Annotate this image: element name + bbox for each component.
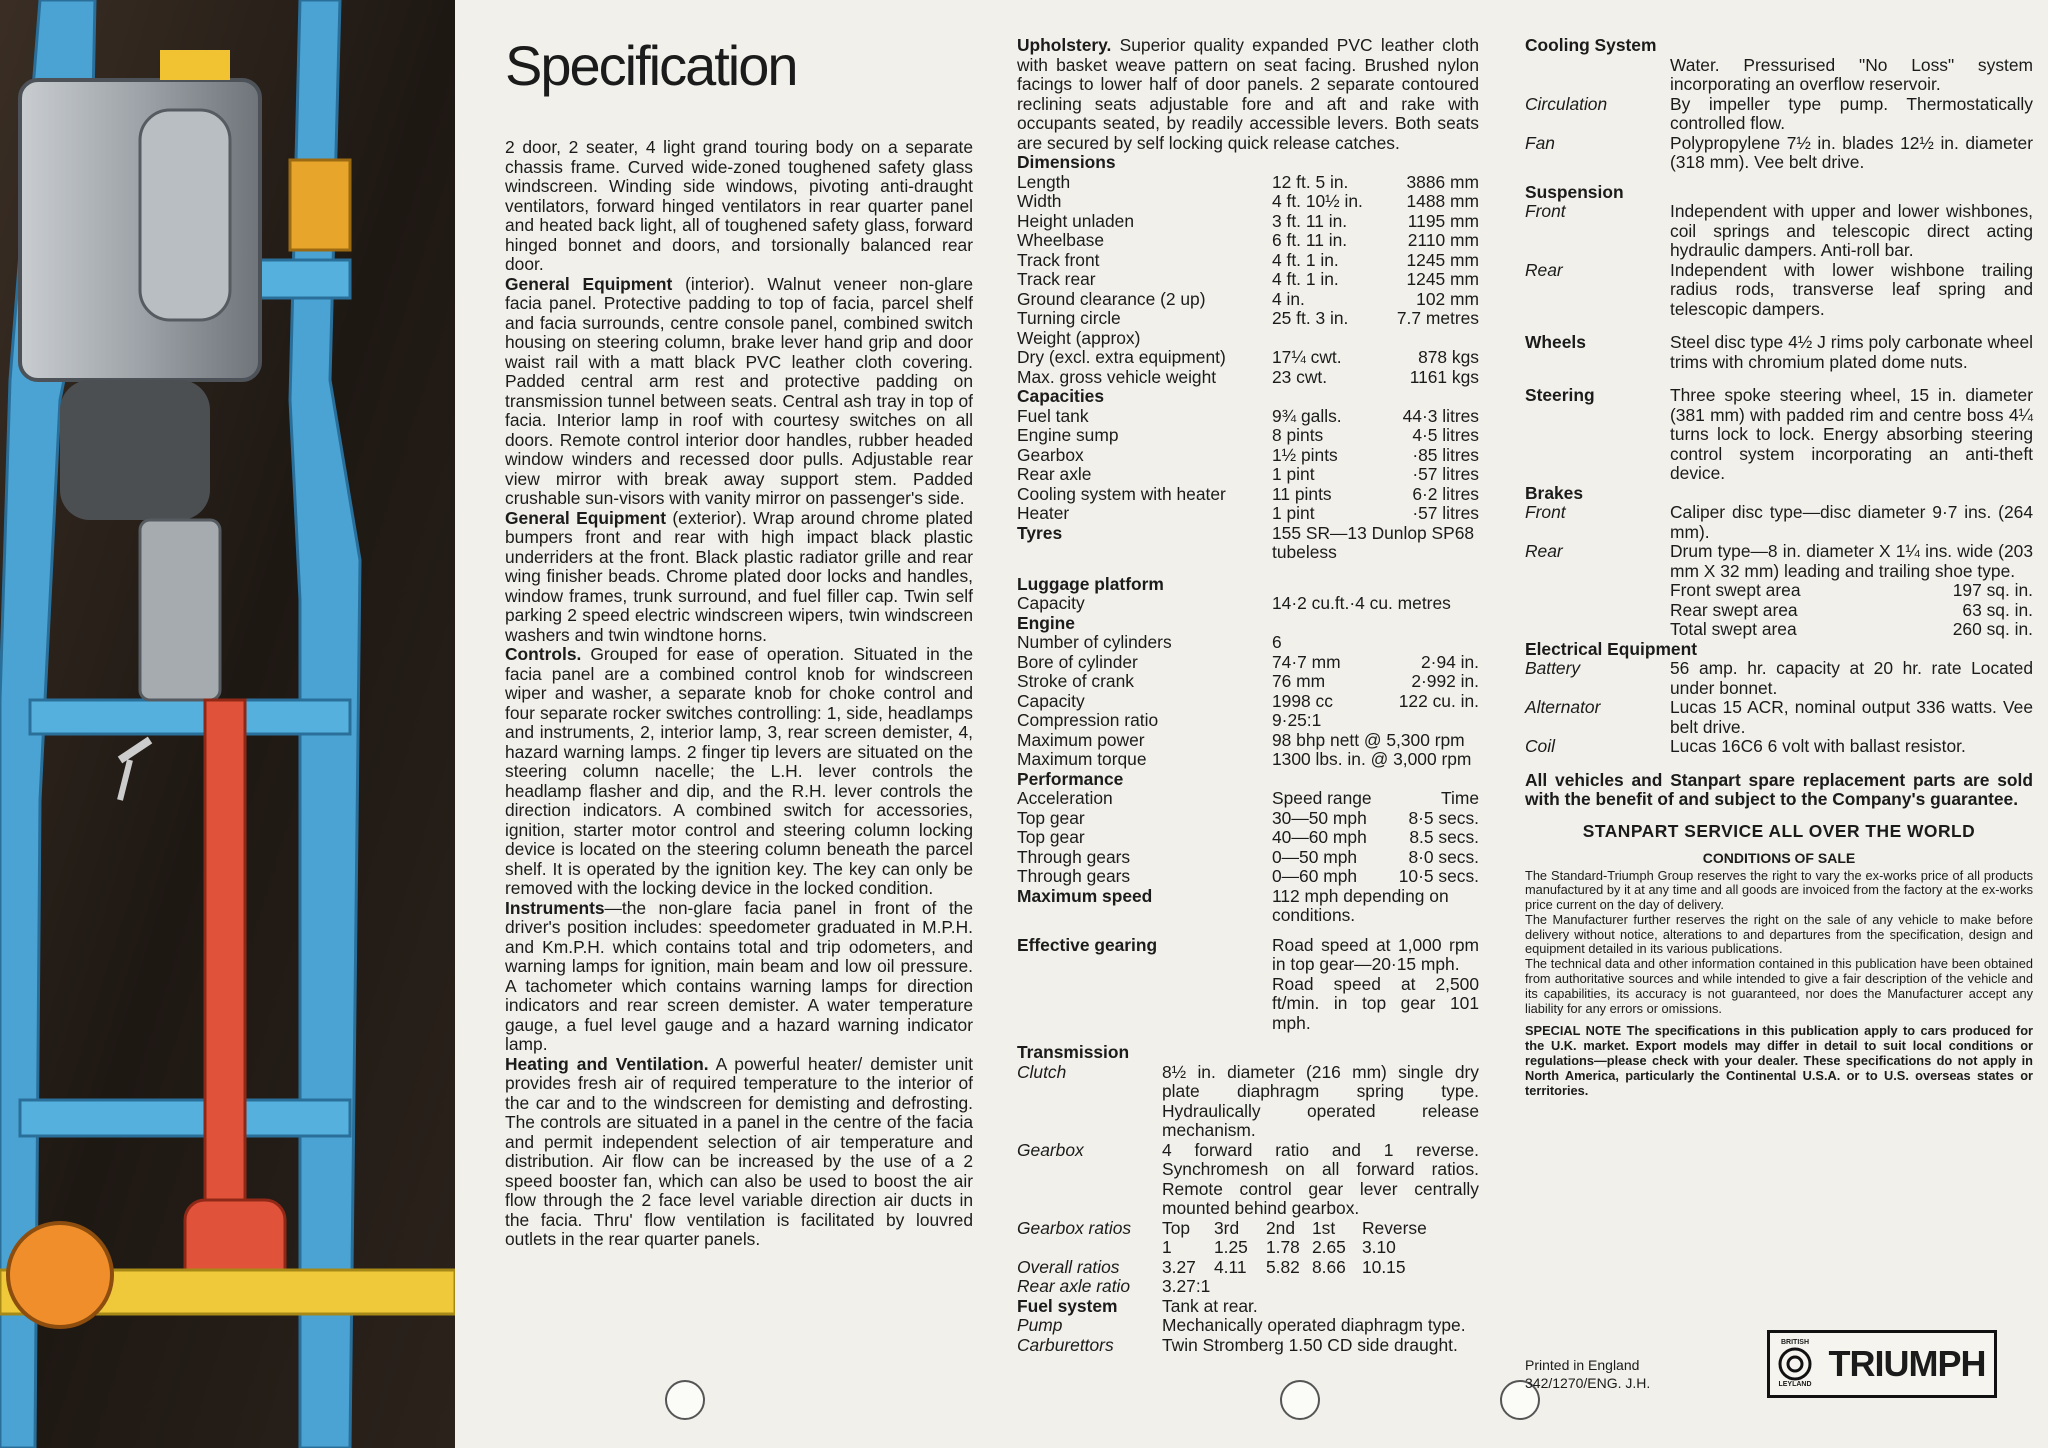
- table-row: Clutch 8½ in. diameter (216 mm) single dry plate diaphragm spring type. Hydraulically operated release mechanism.: [1017, 1061, 1479, 1140]
- table-row: Bore of cylinder 74·7 mm 2·94 in.: [1017, 651, 1479, 672]
- british-leyland-badge: BRITISH LEYLAND: [1778, 1339, 1812, 1388]
- table-row: Rear axle 1 pint ·57 litres: [1017, 464, 1479, 484]
- table-row: Weight (approx): [1017, 327, 1141, 348]
- instruments-section: Instruments—the non-glare facia panel in front of the driver's position includes: speedometer graduated in M.P.H. and Km.P.H. which contains total and trip odometers, and warning lamps for ignition, main beam and low oil pressure. A tachometer which contains warning lamps for direction indicators and rear screen demister. A water temperature gauge, a fuel level gauge and a hazard warning indicator lamp.: [505, 897, 973, 1054]
- table-row: Coil Lucas 16C6 6 volt with ballast resistor.: [1525, 736, 1966, 756]
- column-mechanical: [1525, 35, 2033, 1391]
- performance-heading: Performance: [1017, 768, 1124, 789]
- table-row: Rear Drum type—8 in. diameter X 1¼ ins. wide (203 mm X 32 mm) leading and trailing shoe type.: [1525, 541, 2033, 581]
- luggage-heading: Luggage platform: [1017, 573, 1164, 594]
- table-row: Maximum torque 1300 lbs. in. @ 3,000 rpm: [1017, 749, 1472, 769]
- table-row: Rear Independent with lower wishbone trailing radius rods, transverse leaf spring and telescopic dampers.: [1525, 259, 2033, 319]
- chassis-photo: [0, 0, 455, 1448]
- column-general: [505, 36, 973, 1250]
- stanpart-banner: STANPART SERVICE ALL OVER THE WORLD: [1582, 820, 1976, 841]
- swept-table: [1525, 581, 2033, 640]
- dimensions-table: [1017, 173, 1479, 388]
- table-row: Steering Three spoke steering wheel, 15 in. diameter (381 mm) with padded rim and centre boss 4¼ turns lock to lock. Energy absorbing steering control system incorporating an anti-theft device.: [1525, 385, 2033, 483]
- maxspeed-row: Maximum speed 112 mph depending on conditions.: [1017, 885, 1449, 925]
- table-row: Rear swept area 63 sq. in.: [1670, 599, 2033, 620]
- table-row: Top gear 40—60 mph 8.5 secs.: [1017, 827, 1479, 847]
- upholstery-section: Upholstery. Superior quality expanded PVC leather cloth with basket weave pattern on seat facing. Brushed nylon facings to lower half of door panels. 2 separate contoured reclining seats adjustable fore and aft and rake with occupants seated, by readily accessible levers. Both seats are secured by self locking quick release catches.: [1017, 35, 1479, 153]
- table-row: Circulation By impeller type pump. Thermostatically controlled flow.: [1525, 93, 2033, 133]
- table-row: Capacity 1998 cc 122 cu. in.: [1017, 690, 1479, 711]
- table-row: Alternator Lucas 15 ACR, nominal output 336 watts. Vee belt drive.: [1525, 697, 2033, 737]
- table-row: Width 4 ft. 10½ in. 1488 mm: [1017, 191, 1479, 211]
- conditions-paragraph: The Standard-Triumph Group reserves the right to vary the ex-works price of all products manufactured by it at any time and all goods are invoiced from the factory at the ex-works price current on the day of delivery.: [1525, 867, 2033, 913]
- table-row: Pump Mechanically operated diaphragm type.: [1017, 1315, 1466, 1335]
- special-note: SPECIAL NOTE The specifications in this publication apply to cars produced for the U.K. market. Export models may differ in detail to suit local conditions or regulations—please check with your dealer. These specifications do not apply in North America, particularly the Continental U.S.A. or to U.S. overseas states or territories.: [1525, 1023, 2033, 1098]
- body-intro: 2 door, 2 seater, 4 light grand touring body on a separate chassis frame. Curved wide-zoned toughened safety glass windscreen. Winding side windows, pivoting anti-draught ventilators, forward hinged ventilators in rear quarter panel and heated back light, all of toughened safety glass, forward hinged bonnet and doors, and torsionally balanced rear door.: [505, 137, 973, 274]
- table-row: Total swept area 260 sq. in.: [1670, 619, 2033, 639]
- conditions-paragraph: The Manufacturer further reserves the right on the sale of any vehicle to make before delivery without notice, alterations to and departures from the specification, design and equipment detailed in its various publications.: [1525, 911, 2033, 957]
- table-row: Wheelbase 6 ft. 11 in. 2110 mm: [1017, 230, 1479, 250]
- conditions-paragraph: The technical data and other information contained in this publication have been obtained from authoritative sources and while intended to give a fair description of the vehicle and its capabilities, its accuracy is not guaranteed, nor does the Manufacturer accept any liability for any errors or omissions.: [1525, 956, 2033, 1016]
- engine-heading: Engine: [1017, 612, 1075, 633]
- table-row: Battery 56 amp. hr. capacity at 20 hr. rate Located under bonnet.: [1525, 658, 2033, 698]
- capacities-table: [1017, 407, 1479, 563]
- conditions-heading: CONDITIONS OF SALE: [1702, 850, 1856, 866]
- cooling-heading: Cooling System: [1525, 35, 1657, 55]
- table-row: Fuel tank 9¾ galls. 44·3 litres: [1017, 405, 1479, 426]
- brand-wordmark: TRIUMPH: [1828, 1343, 1986, 1385]
- table-row: Height unladen 3 ft. 11 in. 1195 mm: [1017, 210, 1479, 231]
- table-row: Carburettors Twin Stromberg 1.50 CD side draught.: [1017, 1334, 1458, 1355]
- engine-table: [1017, 633, 1479, 770]
- table-row: Gearbox ratios Top 3rd 2nd 1st Reverse 1 1.25 1.78 2.65 3.10: [1017, 1217, 1427, 1257]
- table-row: Capacity 14·2 cu.ft.·4 cu. metres: [1017, 593, 1451, 613]
- guarantee-notice: All vehicles and Stanpart spare replacement parts are sold with the benefit of and subject to the Company's guarantee.: [1525, 769, 2033, 809]
- capacities-heading: Capacities: [1017, 386, 1104, 406]
- table-row: Through gears 0—60 mph 10·5 secs.: [1017, 866, 1479, 886]
- chassis-illustration: [0, 0, 455, 1448]
- heating-section: Heating and Ventilation. A powerful heater/ demister unit provides fresh air of required temperature to the interior of the car and to the windscreen for demisting and defrosting. The controls are situated in a panel in the centre of the facia and permit independent selection of air temperature and distribution. Air flow can be increased by the use of a 2 speed booster fan, which can also be used to boost the air flow through the 2 face level variable direction air ducts in the facia. Thru' flow ventilation is facilitated by louvred outlets in the rear quarter panels.: [505, 1053, 973, 1249]
- binder-hole: [1280, 1380, 1320, 1420]
- general-equipment-interior: General Equipment (interior). Walnut veneer non-glare facia panel. Protective padding to top of facia, parcel shelf and facia surrounds, centre console panel, combined switch housing on steering column, brake lever hand grip and door waist rail with a matt black PVC leather cloth covering. Padded central arm rest and protective padding on transmission tunnel between seats. Central ash tray in top of facia. Interior lamp in roof with courtesy switches on all doors. Remote control interior door handles, rubber headed window winders and recessed door pulls. Adjustable rear view mirror with break away support stem. Padded crushable sun-visors with vanity mirror on passenger's side.: [505, 273, 973, 508]
- table-row: Gearbox 1½ pints ·85 litres: [1017, 444, 1479, 465]
- table-row: Engine sump 8 pints 4·5 litres: [1017, 425, 1479, 445]
- column-dimensions: [1017, 36, 1479, 1355]
- table-row: Stroke of crank 76 mm 2·992 in.: [1017, 671, 1479, 691]
- controls-section: Controls. Grouped for ease of operation. Situated in the facia panel are a combined control knob for windscreen wiper and washer, a separate knob for choke control and four separate rocker switches controlling: 1, side, headlamps and instruments, 2, interior lamp, 3, rear screen demister, 4, hazard warning lamps. 2 finger tip levers are situated on the steering column nacelle; the L.H. lever controls the headlamp flasher and dip, and the R.H. lever controls the direction indicators. A combined switch for accessories, ignition, starter motor control and steering column locking device is located on the steering column beneath the parcel shelf. It is operated by the ignition key. The key can only be removed with the locking device in the locked condition.: [505, 644, 973, 898]
- table-row: Cooling system with heater 11 pints 6·2 litres: [1017, 483, 1479, 504]
- table-row: Dry (excl. extra equipment) 17¼ cwt. 878 kgs: [1017, 347, 1479, 367]
- table-row: Maximum power 98 bhp nett @ 5,300 rpm: [1017, 729, 1465, 750]
- table-row: Top gear 30—50 mph 8·5 secs.: [1017, 807, 1479, 828]
- table-row: Front Caliper disc type—disc diameter 9·7 ins. (264 mm).: [1525, 502, 2033, 542]
- dimensions-heading: Dimensions: [1017, 152, 1116, 172]
- table-row: Wheels Steel disc type 4½ J rims poly carbonate wheel trims with chromium plated dome nuts.: [1525, 332, 2033, 372]
- gearing-row: Effective gearing Road speed at 1,000 rpm in top gear—20·15 mph. Road speed at 2,500 ft/min. in top gear 101 mph.: [1017, 934, 1479, 1033]
- table-row: Front Independent with upper and lower wishbones, coil springs and telescopic direct acting hydraulic dampers. Anti-roll bar.: [1525, 201, 2033, 260]
- electrical-heading: Electrical Equipment: [1525, 638, 1698, 659]
- table-row: Through gears 0—50 mph 8·0 secs.: [1017, 846, 1479, 867]
- table-row: Track rear 4 ft. 1 in. 1245 mm: [1017, 269, 1479, 289]
- general-equipment-exterior: General Equipment (exterior). Wrap around chrome plated bumpers front and rear with high impact black plastic underriders at the front. Black plastic radiator grille and rear wing finisher beads. Chrome plated door locks and handles, window frames, trunk surround, and fuel filler cap. Twin self parking 2 speed electric windscreen wipers, twin windscreen washers and twin windtone horns.: [505, 507, 973, 645]
- table-row: Acceleration Speed range Time: [1017, 788, 1479, 808]
- performance-table: [1017, 789, 1479, 1033]
- table-row: Compression ratio 9·25:1: [1017, 710, 1322, 730]
- table-row: Water. Pressurised "No Loss" system incorporating an overflow reservoir.: [1670, 54, 2033, 94]
- brakes-heading: Brakes: [1525, 482, 1584, 503]
- transmission-heading: Transmission: [1017, 1042, 1130, 1062]
- table-row: Track front 4 ft. 1 in. 1245 mm: [1017, 249, 1479, 270]
- page-title: Specification: [505, 34, 797, 97]
- tyres-row: Tyres 155 SR—13 Dunlop SP68 tubeless: [1017, 522, 1475, 562]
- table-row: Fuel system Tank at rear.: [1017, 1295, 1258, 1316]
- leyland-icon: [1778, 1347, 1812, 1381]
- table-row: Front swept area 197 sq. in.: [1670, 580, 2033, 600]
- printed-in: Printed in England: [1525, 1357, 1640, 1373]
- table-row: Turning circle 25 ft. 3 in. 7.7 metres: [1017, 308, 1479, 328]
- suspension-heading: Suspension: [1525, 181, 1624, 202]
- table-row: Max. gross vehicle weight 23 cwt. 1161 kgs: [1017, 366, 1479, 387]
- table-row: Fan Polypropylene 7½ in. blades 12½ in. diameter (318 mm). Vee belt drive.: [1525, 132, 2033, 172]
- table-row: Ground clearance (2 up) 4 in. 102 mm: [1017, 288, 1479, 309]
- transmission-table: [1017, 1063, 1479, 1356]
- table-row: Rear axle ratio 3.27:1: [1017, 1276, 1211, 1296]
- print-info: [1525, 1356, 1650, 1392]
- table-row: Overall ratios 3.27 4.11 5.82 8.66 10.15: [1017, 1256, 1406, 1277]
- binder-hole: [665, 1380, 705, 1420]
- table-row: Length 12 ft. 5 in. 3886 mm: [1017, 171, 1479, 192]
- table-row: Number of cylinders 6: [1017, 632, 1282, 652]
- table-row: Heater 1 pint ·57 litres: [1017, 503, 1479, 523]
- publication-code: 342/1270/ENG. J.H.: [1525, 1375, 1651, 1391]
- spec-sheet: [455, 0, 2048, 1448]
- table-row: Gearbox 4 forward ratio and 1 reverse. Synchromesh on all forward ratios. Remote control gear lever centrally mounted behind gearbox.: [1017, 1139, 1479, 1218]
- triumph-logo: [1767, 1330, 1997, 1398]
